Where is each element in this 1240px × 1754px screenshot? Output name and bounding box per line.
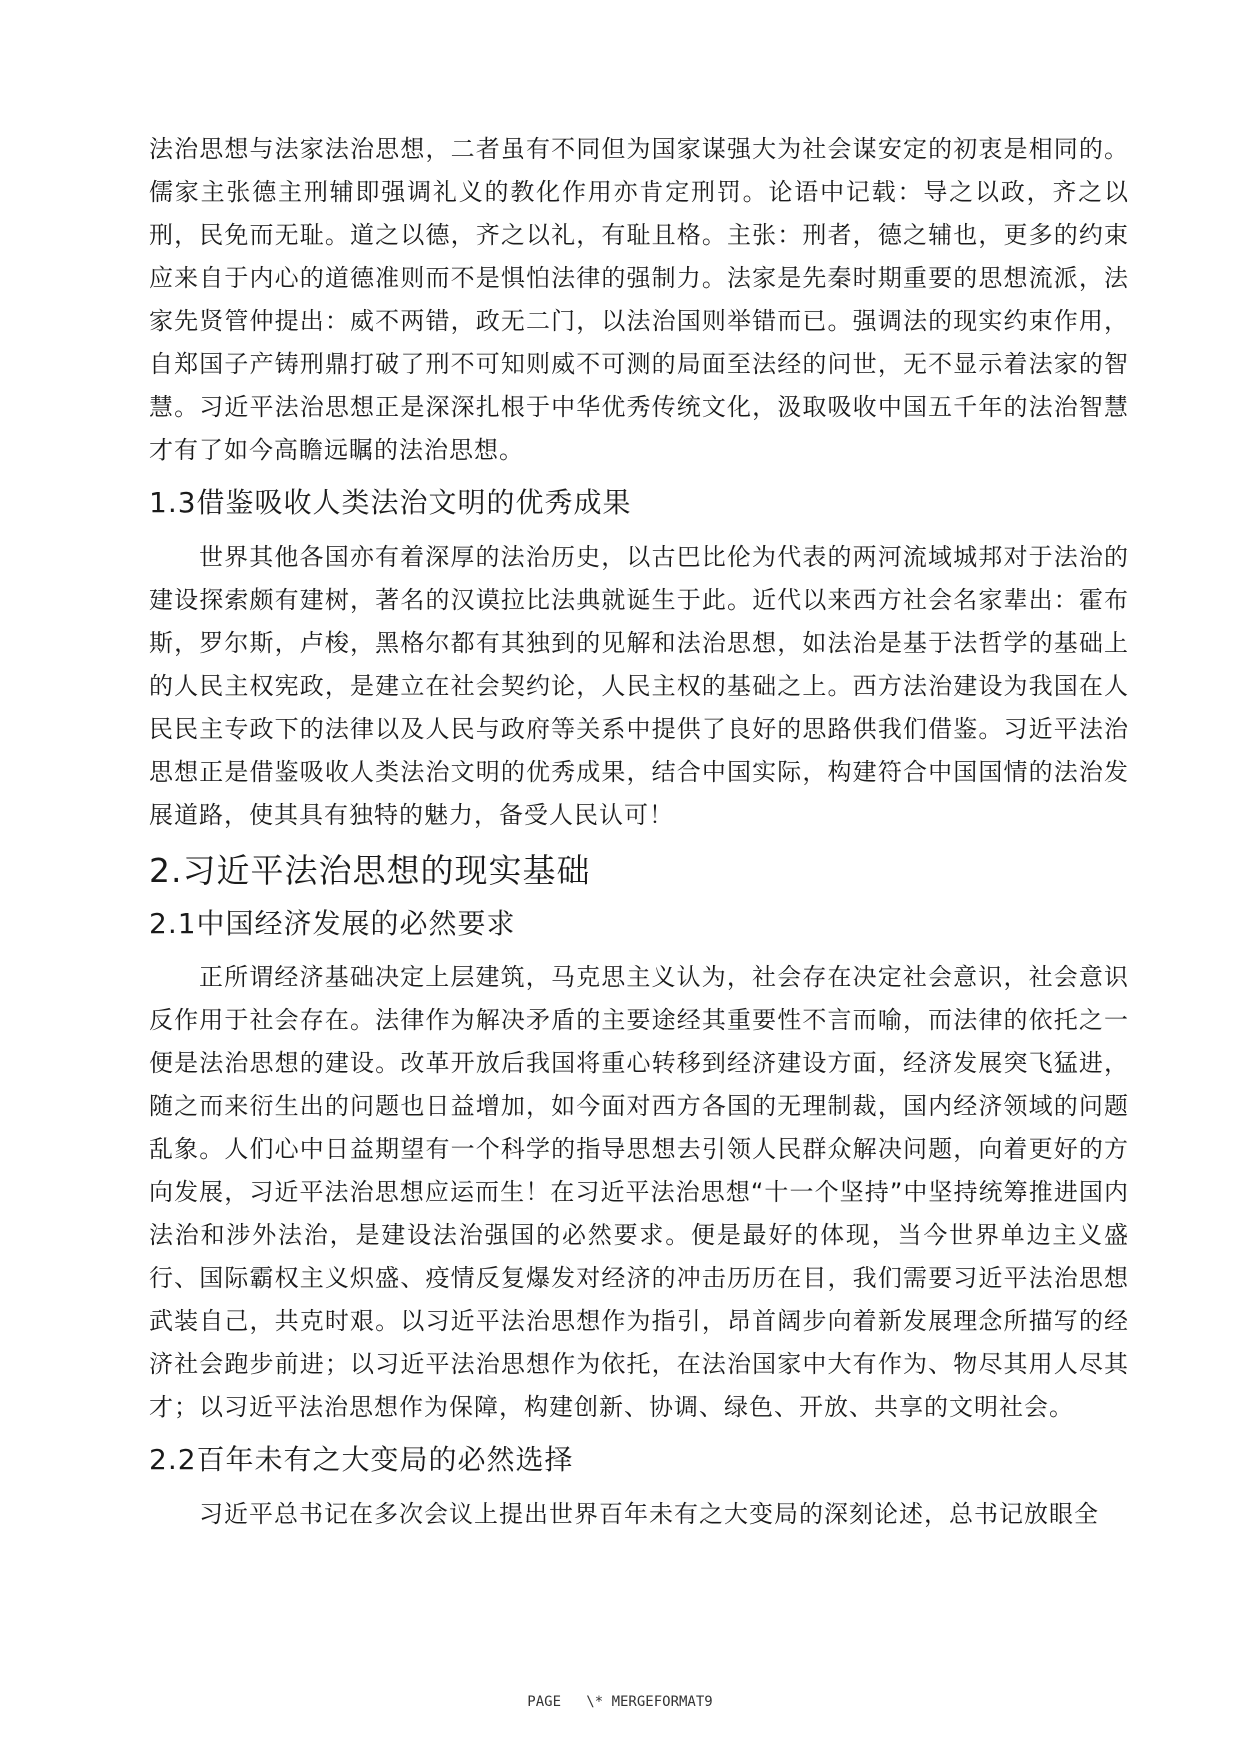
- paragraph-confucian-legalist: 法治思想与法家法治思想，二者虽有不同但为国家谋强大为社会谋安定的初衷是相同的。儒家主张德主刑辅即强调礼义的教化作用亦肯定刑罚。论语中记载：导之以政，齐之以刑，民免而无耻。道之以德，齐之以礼，有耻且格。主张：刑者，德之辅也，更多的约束应来自于内心的道德准则而不是惧怕法律的强制力。法家是先秦时期重要的思想流派，法家先贤管仲提出：威不两错，政无二门，以法治国则举错而已。强调法的现实约束作用，自郑国子产铸刑鼎打破了刑不可知则威不可测的局面至法经的问世，无不显示着法家的智慧。习近平法治思想正是深深扎根于中华优秀传统文化，汲取吸收中国五千年的法治智慧才有了如今高瞻远瞩的法治思想。: [149, 135, 1129, 464]
- paragraph-world-rule-of-law: 世界其他各国亦有着深厚的法治历史，以古巴比伦为代表的两河流域城邦对于法治的建设探索颇有建树，著名的汉谟拉比法典就诞生于此。近代以来西方社会名家辈出：霍布斯，罗尔斯，卢梭，黑格尔都有其独到的见解和法治思想，如法治是基于法哲学的基础上的人民主权宪政，是建立在社会契约论，人民主权的基础之上。西方法治建设为我国在人民民主专政下的法律以及人民与政府等关系中提供了良好的思路供我们借鉴。习近平法治思想正是借鉴吸收人类法治文明的优秀成果，结合中国实际，构建符合中国国情的法治发展道路，使其具有独特的魅力，备受人民认可！: [149, 543, 1129, 829]
- paragraph-economic-development: 正所谓经济基础决定上层建筑，马克思主义认为，社会存在决定社会意识，社会意识反作用于社会存在。法律作为解决矛盾的主要途经其重要性不言而喻，而法律的依托之一便是法治思想的建设。改革开放后我国将重心转移到经济建设方面，经济发展突飞猛进，随之而来衍生出的问题也日益增加，如今面对西方各国的无理制裁，国内经济领域的问题乱象。人们心中日益期望有一个科学的指导思想去引领人民群众解决问题，向着更好的方向发展，习近平法治思想应运而生！在习近平法治思想“十一个坚持”中坚持统筹推进国内法治和涉外法治，是建设法治强国的必然要求。便是最好的体现，当今世界单边主义盛行、国际霸权主义炽盛、疫情反复爆发对经济的冲击历历在目，我们需要习近平法治思想武装自己，共克时艰。以习近平法治思想作为指引，昂首阔步向着新发展理念所描写的经济社会跑步前进；以习近平法治思想作为依托，在法治国家中大有作为、物尽其用人尽其才；以习近平法治思想作为保障，构建创新、协调、绿色、开放、共享的文明社会。: [149, 963, 1129, 1421]
- document-body: [149, 128, 1129, 1536]
- chapter-heading-2: 2.习近平法治思想的现实基础: [149, 851, 591, 890]
- page-footer: PAGE \* MERGEFORMAT9: [527, 1694, 713, 1710]
- section-heading-1-3: 1.3借鉴吸收人类法治文明的优秀成果: [149, 486, 632, 519]
- paragraph-great-changes: 习近平总书记在多次会议上提出世界百年未有之大变局的深刻论述，总书记放眼全: [199, 1500, 1099, 1528]
- section-heading-2-1: 2.1中国经济发展的必然要求: [149, 907, 516, 940]
- section-heading-2-2: 2.2百年未有之大变局的必然选择: [149, 1443, 574, 1476]
